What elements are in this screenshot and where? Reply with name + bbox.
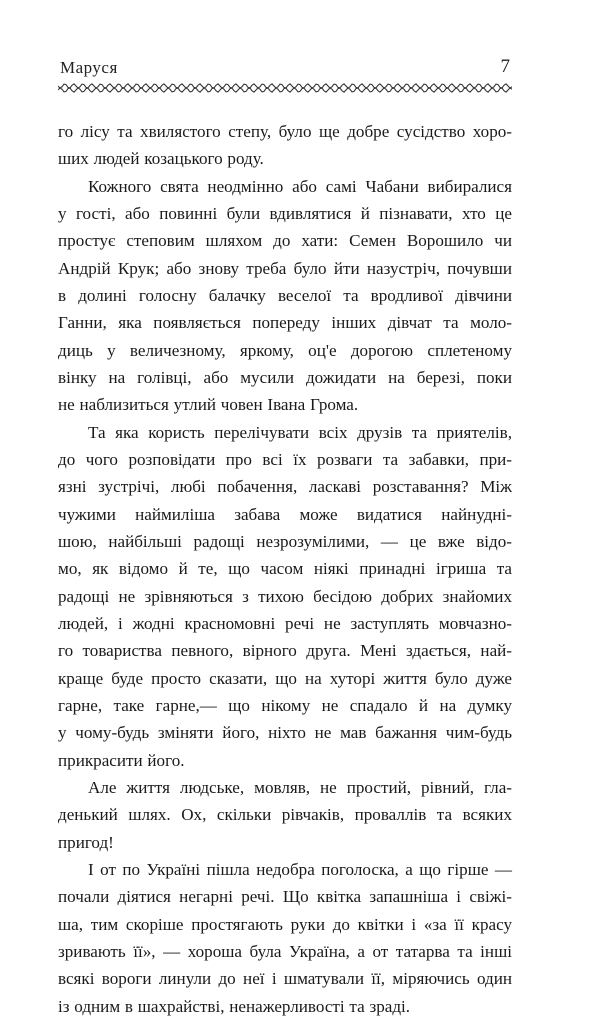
wavy-rule-ornament	[58, 82, 512, 94]
text-line: шою, найбільші радощі незрозумілими, — це вже відо-	[58, 531, 512, 551]
text-line: Кожного свята неодмінно або самі Чабани вибиралися	[88, 176, 512, 196]
text-line: го товариства певного, вірного друга. Мені здається, най-	[58, 641, 512, 661]
text-line: пригод!	[58, 832, 114, 852]
text-line: в долині голосну балачку веселої та вродливої дівчини	[58, 285, 512, 305]
text-line: І от по Україні пішла недобра поголоска, а що гірше —	[88, 859, 512, 879]
text-line: чужими наймиліша забава може видатися найнудні-	[58, 504, 512, 524]
text-line: вінку на голівці, або мусили дожидати на березі, поки	[58, 367, 512, 387]
text-line: Та яка користь перелічувати всіх друзів та приятелів,	[88, 422, 512, 442]
page-header	[58, 52, 512, 92]
paragraph	[58, 419, 512, 774]
text-line: людей, і жодні красномовні речі не заступлять мовчазно-	[58, 613, 512, 633]
body-text	[58, 118, 512, 1020]
text-line: денький шлях. Ох, скільки рівчаків, проваллів та всяких	[58, 805, 512, 825]
text-line: простує степовим шляхом до хати: Семен Ворошило чи	[58, 231, 512, 251]
text-line: не наблизиться утлий човен Івана Грома.	[58, 395, 359, 415]
text-line: Ганни, яка появляється попереду інших дівчат та моло-	[58, 313, 512, 333]
text-line: мо, як відомо й те, що часом ніякі принадні ігриша та	[58, 559, 512, 579]
text-line: Андрій Крук; або знову треба було йти назустріч, почувши	[58, 258, 512, 278]
running-title: Маруся	[60, 58, 118, 77]
text-line: у чому-будь зміняти його, ніхто не мав бажання чим-будь	[58, 723, 512, 743]
paragraph	[58, 856, 512, 1020]
text-line: у гості, або повинні були вдивлятися й пізнавати, хто це	[58, 203, 512, 223]
page-number: 7	[500, 56, 510, 77]
paragraph	[58, 118, 512, 173]
text-line: прикрасити його.	[58, 750, 185, 770]
text-line: Але життя людське, мовляв, не простий, рівний, гла-	[88, 777, 512, 797]
text-line: ших людей козацького роду.	[58, 149, 264, 169]
text-line: почали діятися негарні речі. Що квітка запашніша і свіжі-	[58, 887, 512, 907]
text-line: всякі вороги линули до неї і шматували її, міряючись один	[58, 969, 512, 989]
text-line: го лісу та хвилястого степу, було ще добре сусідство хоро-	[58, 122, 512, 141]
text-line: краще буде просто сказати, що на хуторі життя було дуже	[58, 668, 512, 688]
paragraph	[58, 774, 512, 856]
text-line: гарне, таке гарне,— що нікому не спадало й на думку	[58, 695, 512, 715]
text-line: радощі не зрівняються з тихою бесідою добрих знайомих	[58, 586, 512, 606]
text-line: диць у величезному, яркому, оц'е дорогою сплетеному	[58, 340, 512, 360]
text-line: із одним в шахрайстві, ненажерливості та зраді.	[58, 996, 411, 1016]
text-line: язні зустрічі, любі побачення, ласкаві розставання? Між	[58, 477, 512, 497]
text-line: зривають її», — хороша була Україна, а от татарва та інші	[58, 941, 512, 961]
paragraph	[58, 173, 512, 419]
text-line: до чого розповідати про всі їх розваги та забавки, при-	[58, 449, 512, 469]
text-line: ша, тим скоріше простягають руки до квітки і «за її красу	[58, 914, 512, 934]
